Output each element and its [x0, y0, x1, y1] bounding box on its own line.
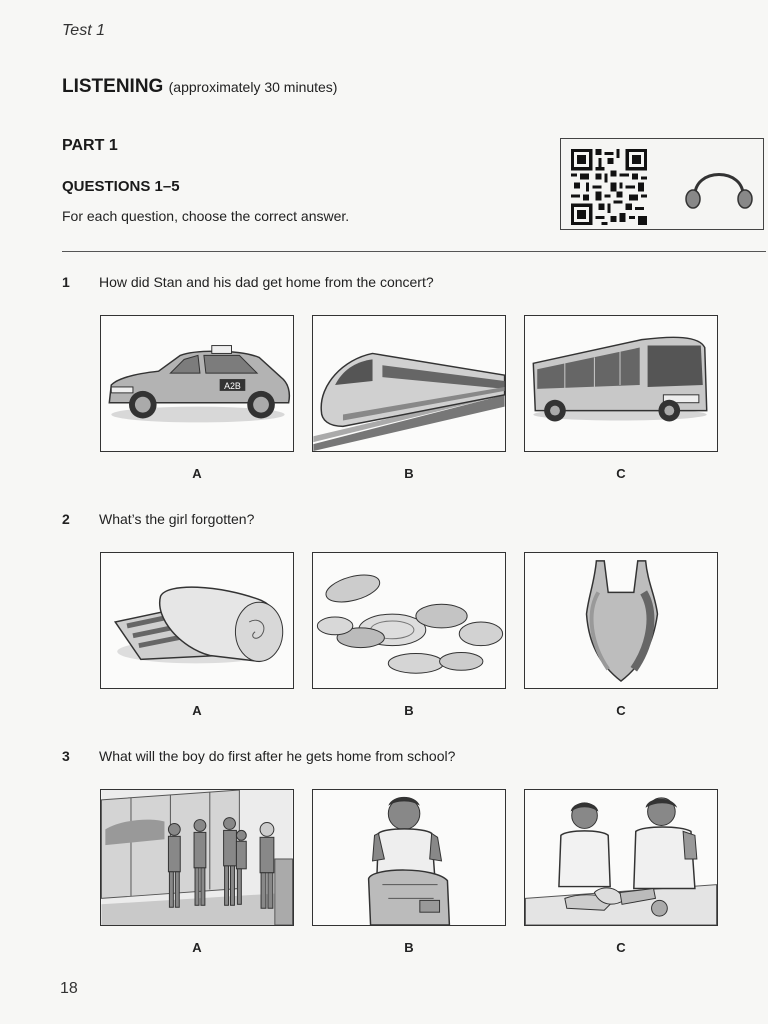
question-3-text: What will the boy do first after he gets home from school?	[99, 748, 456, 764]
q2-option-a-towel-image[interactable]	[100, 552, 294, 689]
q3-option-b-boy-bag-image[interactable]	[312, 789, 506, 926]
q3-option-a-queue-image[interactable]	[100, 789, 294, 926]
q3-option-b-label: B	[404, 940, 414, 955]
question-1-number: 1	[62, 274, 70, 290]
question-3-number: 3	[62, 748, 70, 764]
q3-option-c-boys-food-image[interactable]	[524, 789, 718, 926]
question-1-text: How did Stan and his dad get home from the concert?	[99, 274, 434, 290]
q3-option-a-label: A	[192, 940, 202, 955]
question-2-text: What’s the girl forgotten?	[99, 511, 255, 527]
headphones-icon	[683, 153, 755, 215]
q1-option-c-bus-image[interactable]	[524, 315, 718, 452]
section-title	[62, 76, 337, 98]
question-2-number: 2	[62, 511, 70, 527]
q2-option-b-label: B	[404, 703, 414, 718]
questions-range: QUESTIONS 1–5	[62, 178, 180, 195]
q2-option-a-label: A	[192, 703, 202, 718]
page-number: 18	[60, 980, 78, 997]
qr-code-icon[interactable]	[571, 149, 647, 225]
section-title-text: LISTENING	[62, 76, 164, 97]
part-title: PART 1	[62, 137, 118, 154]
section-subtitle: (approximately 30 minutes)	[168, 79, 338, 95]
q1-option-b-train-image[interactable]	[312, 315, 506, 452]
q1-option-b-label: B	[404, 466, 414, 481]
instruction-text: For each question, choose the correct answer.	[62, 208, 350, 224]
divider	[62, 251, 766, 252]
q2-option-b-coins-image[interactable]	[312, 552, 506, 689]
taxi-sign-text: A2B	[224, 380, 241, 391]
q2-option-c-swimsuit-image[interactable]	[524, 552, 718, 689]
q3-option-c-label: C	[616, 940, 626, 955]
audio-box	[560, 138, 764, 230]
q1-option-a-label: A	[192, 466, 202, 481]
q1-option-c-label: C	[616, 466, 626, 481]
q2-option-c-label: C	[616, 703, 626, 718]
q1-option-a-taxi-image[interactable]	[100, 315, 294, 452]
test-label: Test 1	[62, 22, 105, 39]
